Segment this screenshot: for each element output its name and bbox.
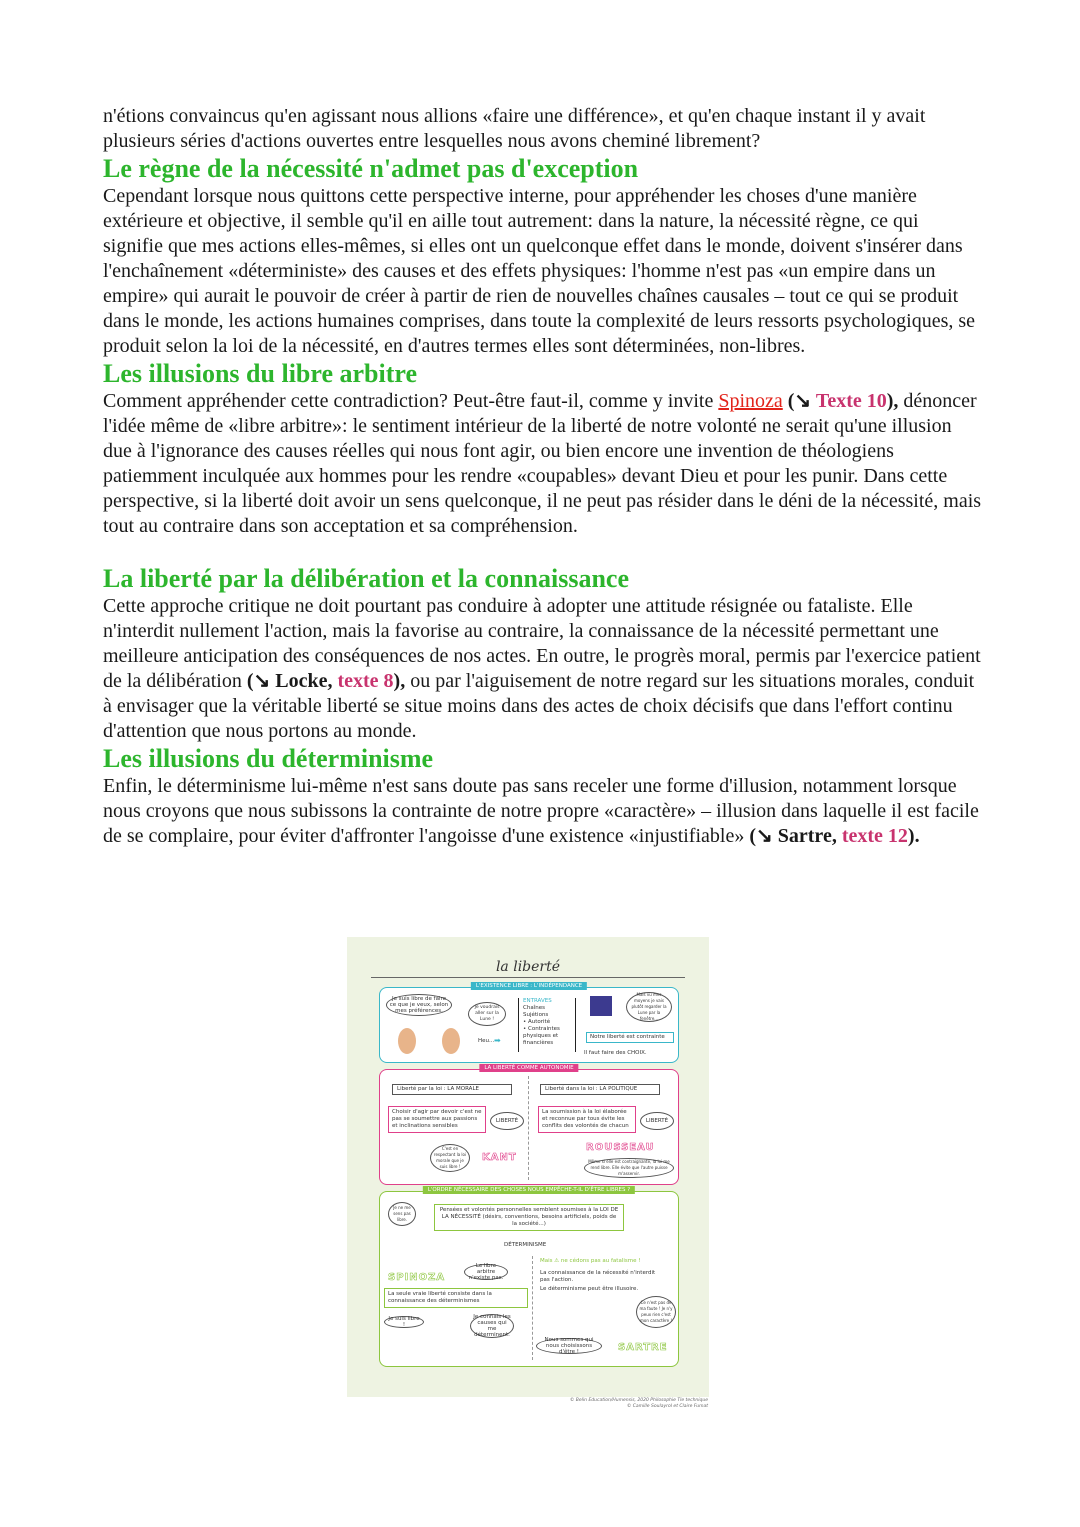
section-independance bbox=[379, 983, 679, 1063]
text-label: ENTRAVES bbox=[523, 998, 552, 1004]
paragraph bbox=[103, 389, 983, 539]
ref-open: (↘ Sartre, bbox=[749, 825, 842, 847]
section-autonomie bbox=[379, 1065, 679, 1185]
speech-bubble: Le libre arbitre n'existe pas. bbox=[464, 1264, 508, 1280]
speech-bubble: Je suis libre de faire ce que je veux, selon mes préférences. bbox=[386, 994, 452, 1016]
speech-bubble: C'est en respectant la loi morale que je suis libre ! bbox=[430, 1144, 470, 1172]
text-label: Heu... bbox=[478, 1038, 495, 1044]
list-item: Chaînes bbox=[523, 1005, 545, 1011]
text-span: Cette approche critique ne doit pourtant pas conduire à adopter une attitude résignée ou fataliste. Elle n'interdit nullement l'action, mais la favorise au contraire, la connaissance de la nécessité permettant une meilleure anticipation des conséquences de nos actes. En outre, le progrès moral, permis par l'exercice patient de la délibération bbox=[103, 595, 981, 692]
speech-bubble: Je voudrais aller sur la Lune ! bbox=[468, 1002, 506, 1026]
divider bbox=[532, 1256, 533, 1360]
divider bbox=[528, 1076, 529, 1180]
list-item: • Contraintes physiques et financières bbox=[523, 1026, 560, 1046]
ref-close: ), bbox=[886, 390, 899, 412]
note-box: La soumission à la loi élaborée et reconnue par tous évite les conflits des volontés de chacun bbox=[538, 1106, 636, 1133]
text-label: DÉTERMINISME bbox=[504, 1242, 547, 1248]
text-span: Comment appréhender cette contradiction? Peut-être faut-il, comme y invite bbox=[103, 390, 719, 412]
character-figure bbox=[442, 1028, 460, 1054]
infographic-title: la liberté bbox=[495, 959, 561, 975]
section-heading: Le règne de la nécessité n'admet pas d'exception bbox=[103, 154, 639, 183]
text-label: Il faut faire des CHOIX. bbox=[584, 1050, 647, 1056]
section-determinisme bbox=[379, 1187, 679, 1367]
text-reference: texte 12 bbox=[841, 825, 908, 847]
paragraph bbox=[103, 774, 983, 849]
note-box: Notre liberté est contrainte bbox=[586, 1032, 674, 1043]
ref-close: ), bbox=[393, 670, 406, 692]
speech-bubble: Mais vu mes moyens je vais plutôt regarder la Lune par la fenêtre... bbox=[626, 992, 672, 1022]
text-span: ou par l'aiguisement de notre regard sur les situations morales, conduit à envisager que la véritable liberté se situe moins dans des actes de choix décisifs que dans l'effort continu d'attention que nous portons au monde. bbox=[103, 670, 975, 742]
ref-open: (↘ Locke, bbox=[246, 670, 338, 692]
section-heading: La liberté par la délibération et la connaissance bbox=[103, 564, 629, 593]
philosopher-name: KANT bbox=[482, 1152, 517, 1163]
list-item: Le déterminisme peut être illusoire. bbox=[540, 1286, 639, 1292]
note-box: Choisir d'agir par devoir c'est ne pas se soumettre aux passions et inclinations sensibles bbox=[388, 1106, 486, 1133]
philosopher-name: ROUSSEAU bbox=[586, 1142, 655, 1153]
scroll-label: Liberté dans la loi : LA POLITIQUE bbox=[540, 1084, 660, 1095]
list-item: Sujétions bbox=[523, 1012, 549, 1018]
text-span: dénoncer l'idée même de «libre arbitre»: le sentiment intérieur de la liberté de notre volonté ne serait qu'une illusion due à l'ignorance des causes réelles qui nous font agir, ou bien encore une invention de théologiens patiemment inculquée aux hommes pour les rendre «coupables» devant Dieu et pour les punir. Dans cette perspective, si la liberté doit avoir un sens quelconque, il ne peut pas résider dans le déni de la nécessité, mais tout au contraire dans son acceptation et sa compréhension. bbox=[103, 390, 982, 537]
section-heading: Les illusions du déterminisme bbox=[103, 744, 434, 773]
window-moon-icon bbox=[590, 996, 612, 1016]
speech-bubble: Je suis libre ! bbox=[384, 1316, 424, 1328]
note-box: Pensées et volontés personnelles semblent soumises à la LOI DE LA NÉCESSITÉ (désirs, conventions, besoins artificiels, poids de la société...) bbox=[434, 1204, 624, 1231]
section-band: L'ORDRE NÉCESSAIRE DES CHOSES NOUS EMPÊCHE-T-IL D'ÊTRE LIBRES ? bbox=[423, 1186, 635, 1194]
section-band: L'EXISTENCE LIBRE : L'INDÉPENDANCE bbox=[471, 982, 587, 990]
liberte-infographic bbox=[347, 937, 709, 1397]
character-figure bbox=[398, 1028, 416, 1054]
text-label: Mais ⚠ ne cédons pas au fatalisme ! bbox=[540, 1258, 641, 1264]
paragraph: Cependant lorsque nous quittons cette perspective interne, pour appréhender les choses d'une manière extérieure et objective, il semble qu'il en aille tout autrement: dans la nature, la nécessité règne, ce qui signifie que mes actions elles-mêmes, si elles ont un quelconque effet dans le monde, doivent s'insérer dans l'enchaînement «déterministe» des causes et des effets physiques: l'homme n'est pas «un empire dans un empire» qui aurait le pouvoir de créer à partir de rien de nouvelles chaînes causales – tout ce qui se produit dans le monde, les actions humaines comprises, dans toute la complexité de leurs ressorts psychologiques, se produit selon la loi de la nécessité, en d'autres termes elles sont déterminées, non-libres. bbox=[103, 185, 976, 357]
speech-bubble: Même si elle est contraignante, la loi me rend libre. Elle évite que l'autre puisse m'asservir. bbox=[584, 1158, 674, 1178]
philosopher-name: SPINOZA bbox=[388, 1272, 446, 1283]
speech-bubble: Je connais les causes qui me déterminent. bbox=[470, 1314, 514, 1338]
ref-close: ). bbox=[907, 825, 920, 847]
text-reference: texte 8 bbox=[337, 670, 394, 692]
text-reference: Texte 10 bbox=[815, 390, 887, 412]
arrow-icon: ➡ bbox=[494, 1036, 501, 1045]
image-credit: © Camille Soulayrol et Claire Fumat bbox=[626, 1404, 708, 1409]
list-item: • Autorité bbox=[523, 1019, 551, 1025]
section-heading: Les illusions du libre arbitre bbox=[103, 359, 417, 388]
liberte-badge: LIBERTÉ bbox=[640, 1112, 674, 1130]
list-item: La connaissance de la nécessité n'interdit pas l'action. bbox=[540, 1270, 656, 1283]
scroll-label: Liberté par la loi : LA MORALE bbox=[392, 1084, 512, 1095]
speech-bubble: Je ne me sens pas libre. bbox=[388, 1202, 416, 1226]
entraves-list bbox=[518, 998, 576, 1052]
paragraph: n'étions convaincus qu'en agissant nous allions «faire une différence», et qu'en chaque instant il y avait plusieurs séries d'actions ouvertes entre lesquelles nous avons cheminé librement? bbox=[103, 105, 926, 152]
liberte-badge: LIBERTÉ bbox=[490, 1112, 524, 1130]
speech-bubble: Nous sommes qui nous choisissons d'être ! bbox=[536, 1338, 602, 1354]
spinoza-link[interactable]: Spinoza bbox=[718, 390, 783, 412]
document-text bbox=[103, 104, 983, 849]
ref-open: (↘ bbox=[782, 390, 816, 412]
philosopher-name: SARTRE bbox=[618, 1342, 668, 1353]
section-band: LA LIBERTÉ COMME AUTONOMIE bbox=[479, 1064, 578, 1072]
text-span: Enfin, le déterminisme lui-même n'est sans doute pas sans receler une forme d'illusion, notamment lorsque nous croyons que nous subissons la contrainte de notre propre «caractère» – illusion dans laquelle il est facile de se complaire, pour éviter d'affronter l'angoisse d'une existence «injustifiable» bbox=[103, 775, 979, 847]
note-box: La seule vraie liberté consiste dans la connaissance des déterminismes bbox=[384, 1288, 528, 1308]
paragraph bbox=[103, 594, 983, 744]
speech-bubble: Ce n'est pas de ma faute ! Je n'y peux rien c'est mon caractère ! bbox=[636, 1296, 676, 1328]
title-rule bbox=[371, 977, 685, 978]
image-credit: © Belin Education/Humensis, 2020 Philosophie Tle technique bbox=[569, 1398, 708, 1403]
